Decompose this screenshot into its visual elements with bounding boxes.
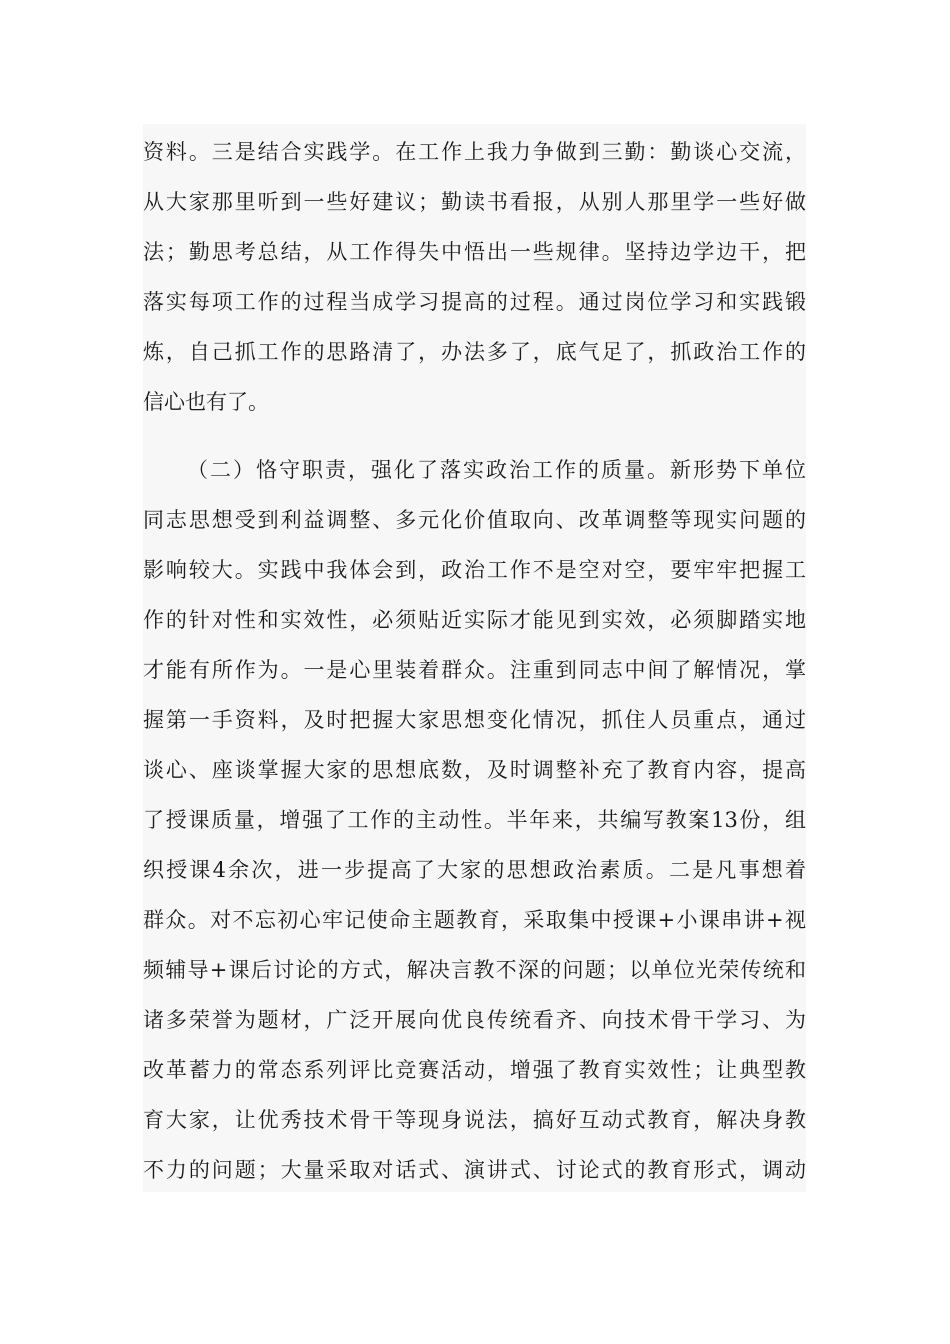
text-line: 同志思想受到利益调整、多元化价值取向、改革调整等现实问题的 xyxy=(143,508,806,532)
text-line: （二）恪守职责，强化了落实政治工作的质量。新形势下单位 xyxy=(187,458,806,482)
text-line: 频辅导+课后讨论的方式，解决言教不深的问题；以单位光荣传统和 xyxy=(143,958,806,982)
text-line: 不力的问题；大量采取对话式、演讲式、讨论式的教育形式，调动 xyxy=(143,1158,806,1182)
document-page xyxy=(143,124,806,1192)
text-line: 群众。对不忘初心牢记使命主题教育，采取集中授课+小课串讲+视 xyxy=(143,908,806,932)
text-line: 影响较大。实践中我体会到，政治工作不是空对空，要牢牢把握工 xyxy=(143,558,806,582)
paragraph-1 xyxy=(143,127,806,427)
text-line: 从大家那里听到一些好建议；勤读书看报，从别人那里学一些好做 xyxy=(143,190,806,214)
text-line: 法；勤思考总结，从工作得失中悟出一些规律。坚持边学边干，把 xyxy=(143,240,806,264)
text-line: 才能有所作为。一是心里装着群众。注重到同志中间了解情况，掌 xyxy=(143,658,806,682)
text-line: 落实每项工作的过程当成学习提高的过程。通过岗位学习和实践锻 xyxy=(143,290,806,314)
text-line: 炼，自己抓工作的思路清了，办法多了，底气足了，抓政治工作的 xyxy=(143,340,806,364)
text-line: 改革蓄力的常态系列评比竞赛活动，增强了教育实效性；让典型教 xyxy=(143,1058,806,1082)
text-line: 谈心、座谈掌握大家的思想底数，及时调整补充了教育内容，提高 xyxy=(143,758,806,782)
text-line: 握第一手资料，及时把握大家思想变化情况，抓住人员重点，通过 xyxy=(143,708,806,732)
text-line: 了授课质量，增强了工作的主动性。半年来，共编写教案13份，组 xyxy=(143,808,806,832)
paragraph-2 xyxy=(143,445,806,1195)
text-line: 资料。三是结合实践学。在工作上我力争做到三勤：勤谈心交流， xyxy=(143,140,806,164)
text-line: 作的针对性和实效性，必须贴近实际才能见到实效，必须脚踏实地 xyxy=(143,608,806,632)
text-line: 育大家，让优秀技术骨干等现身说法，搞好互动式教育，解决身教 xyxy=(143,1108,806,1132)
text-line: 信心也有了。 xyxy=(143,390,269,414)
text-line: 诸多荣誉为题材，广泛开展向优良传统看齐、向技术骨干学习、为 xyxy=(143,1008,806,1032)
text-line: 织授课4余次，进一步提高了大家的思想政治素质。二是凡事想着 xyxy=(143,858,806,882)
